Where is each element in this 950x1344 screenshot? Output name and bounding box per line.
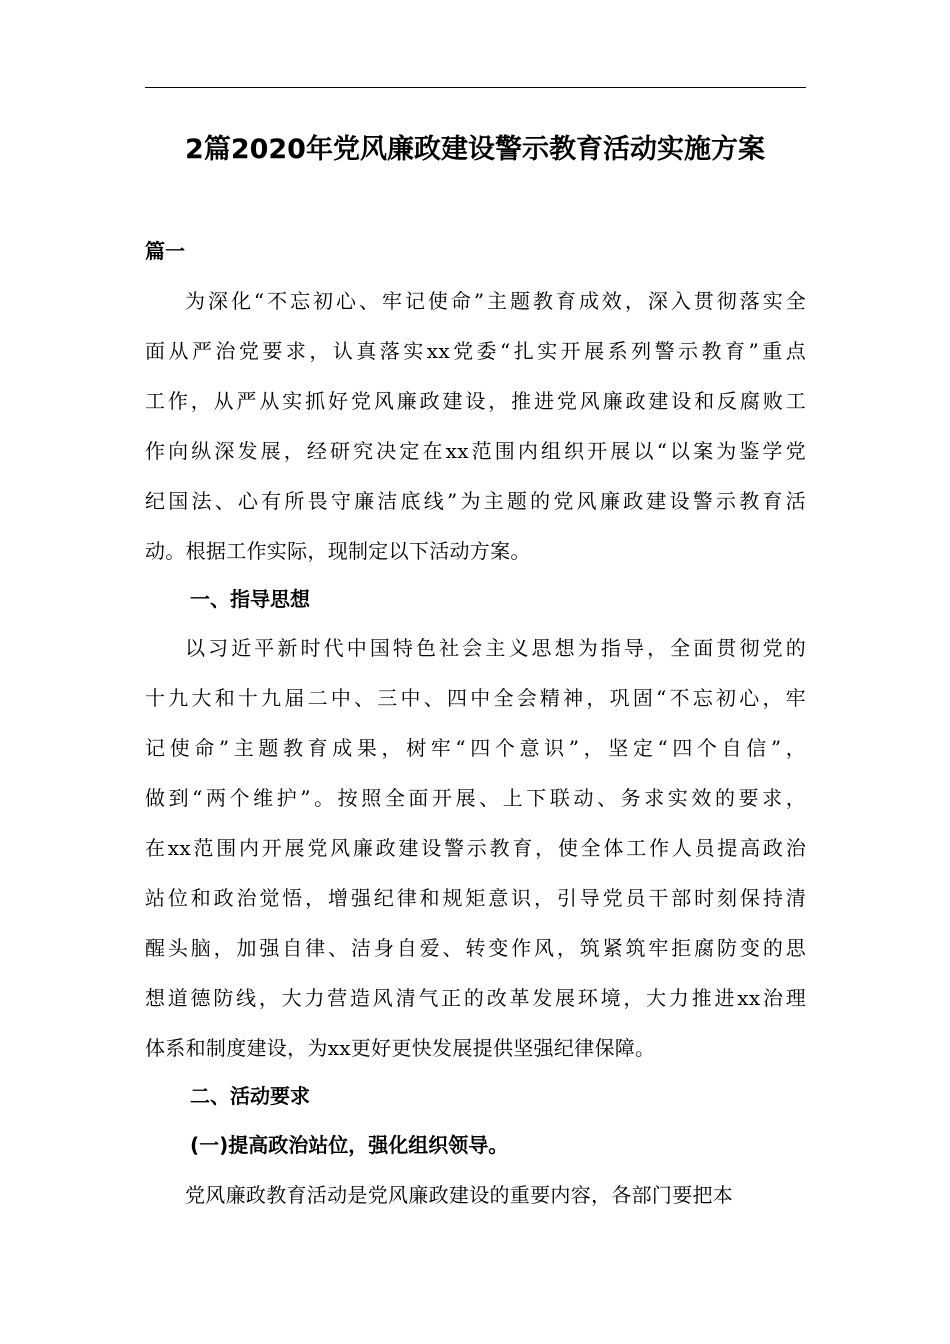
heading-guiding-ideology: 一、指导思想 (190, 587, 310, 611)
paragraph-purpose (145, 276, 806, 576)
heading-activity-requirements: 二、活动要求 (190, 1084, 310, 1108)
text-line: 作向纵深发展，经研究决定在xx范围内组织开展以“以案为鉴学党 (145, 439, 806, 463)
text-line: 以习近平新时代中国特色社会主义思想为指导，全面贯彻党的 (185, 636, 806, 660)
text-line: 工作，从严从实抓好党风廉政建设，推进党风廉政建设和反腐败工 (145, 389, 806, 413)
text-line: 动。根据工作实际，现制定以下活动方案。 (145, 539, 531, 563)
text-line: 十九大和十九届二中、三中、四中全会精神，巩固“不忘初心，牢 (145, 686, 806, 710)
text-line: 为深化“不忘初心、牢记使命”主题教育成效，深入贯彻落实全 (185, 289, 806, 313)
text-line: 面从严治党要求，认真落实xx党委“扎实开展系列警示教育”重点 (145, 339, 806, 363)
text-line: 记使命”主题教育成果，树牢“四个意识”，坚定“四个自信”， (145, 736, 806, 760)
paragraph-guiding-ideology (145, 623, 806, 1073)
text-line: 醒头脑，加强自律、洁身自爱、转变作风，筑紧筑牢拒腐防变的思 (145, 936, 806, 960)
text-line: 想道德防线，大力营造风清气正的改革发展环境，大力推进xx治理 (145, 986, 806, 1010)
text-line: 体系和制度建设，为xx更好更快发展提供坚强纪律保障。 (145, 1036, 656, 1060)
subheading-political-standing: (一)提高政治站位，强化组织领导。 (190, 1133, 509, 1157)
document-title: 2篇2020年党风廉政建设警示教育活动实施方案 (185, 134, 765, 165)
text-line: 在xx范围内开展党风廉政建设警示教育，使全体工作人员提高政治 (145, 836, 806, 860)
paragraph-political-standing (145, 1170, 806, 1220)
text-line: 做到“两个维护”。按照全面开展、上下联动、务求实效的要求， (145, 786, 806, 810)
header-rule (145, 87, 806, 88)
section-label: 篇一 (145, 239, 185, 263)
text-line: 纪国法、心有所畏守廉洁底线”为主题的党风廉政建设警示教育活 (145, 489, 806, 513)
text-line: 党风廉政教育活动是党风廉政建设的重要内容，各部门要把本 (185, 1183, 734, 1207)
text-line: 站位和政治觉悟，增强纪律和规矩意识，引导党员干部时刻保持清 (145, 886, 806, 910)
